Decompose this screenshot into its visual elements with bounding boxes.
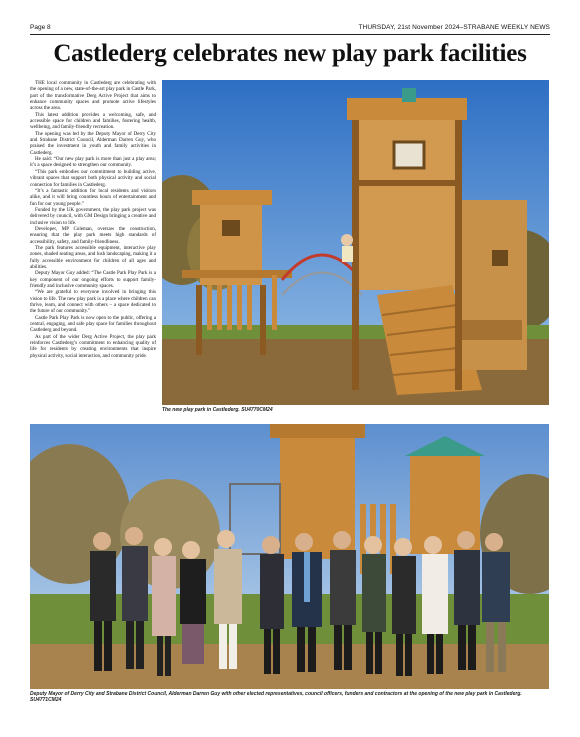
paragraph: He said: “Our new play park is more than just a play area; it’s a space designed to strengthen our community. <box>30 156 156 169</box>
article-body <box>30 80 156 420</box>
photo-caption: Deputy Mayor of Derry City and Strabane District Council, Alderman Darren Guy with other elected representatives, council officers, funders and contractors at the opening of the new play park in Castlederg. SU4771CM24 <box>30 691 522 704</box>
dateline: THURSDAY, 21st November 2024–STRABANE WEEKLY NEWS <box>358 24 550 31</box>
paragraph: The opening was led by the Deputy Mayor of Derry City and Strabane District Council, Alderman Darren Guy, who praised the investment in youth and family activities in Castlederg. <box>30 130 156 156</box>
paragraph: Castle Park Play Park is now open to the public, offering a central, engaging, and safe play space for families throughout Castlederg and beyond. <box>30 314 156 334</box>
paragraph: As part of the wider Derg Active Project, the play park reinforces Castlederg’s commitment to enhancing quality of life for residents by creating environments that inspire physical activity, social interaction, and community pride. <box>30 333 156 359</box>
paragraph: “This park embodies our commitment to building active, vibrant spaces that support both physical activity and social connection for families in Castlederg. <box>30 168 156 188</box>
paragraph: Deputy Mayor Guy added: “The Castle Park Play Park is a key component of our ongoing efforts to support family-friendly and inclusive community spaces. <box>30 270 156 289</box>
paragraph: “We are grateful to everyone involved in bringing this vision to life. The new play park is a place where children can thrive, learn, and connect with others – a space dedicated to the future of our community.” <box>30 289 156 315</box>
paragraph: “It’s a fantastic addition for local residents and visitors alike, and it will bring countless hours of entertainment and fun for our young people.” <box>30 187 156 207</box>
page-number: Page 8 <box>30 24 51 31</box>
paragraph: The park features accessible equipment, interactive play zones, shaded seating areas, and lush landscaping, making it a fully accessible environment for children of all ages and abilities. <box>30 244 156 270</box>
page-folio <box>30 22 550 35</box>
paragraph: This latest addition provides a welcoming, safe, and accessible space for children and families, fostering health, wellbeing, and family-friendly recreation. <box>30 111 156 131</box>
play-park-photo <box>162 80 549 405</box>
paragraph: Developer, MP Coleman, oversaw the construction, ensuring that the play park meets high standards of accessibility, safety, and family-friendliness. <box>30 225 156 245</box>
headline: Castlederg celebrates new play park facilities <box>53 40 527 67</box>
group-photo <box>30 424 549 689</box>
paragraph: THE local community in Castlederg are celebrating with the opening of a new, state-of-the-art play park in Castle Park, part of the transformative Derg Active Project that aims to enhance community spaces and promote active lifestyles across the area. <box>30 80 156 112</box>
paragraph: Funded by the UK government, the play park project was delivered by council, with GM Design bringing a creative and inclusive vision to life. <box>30 206 156 226</box>
photo-caption: The new play park in Castlederg. SU4770CM24 <box>162 407 273 413</box>
